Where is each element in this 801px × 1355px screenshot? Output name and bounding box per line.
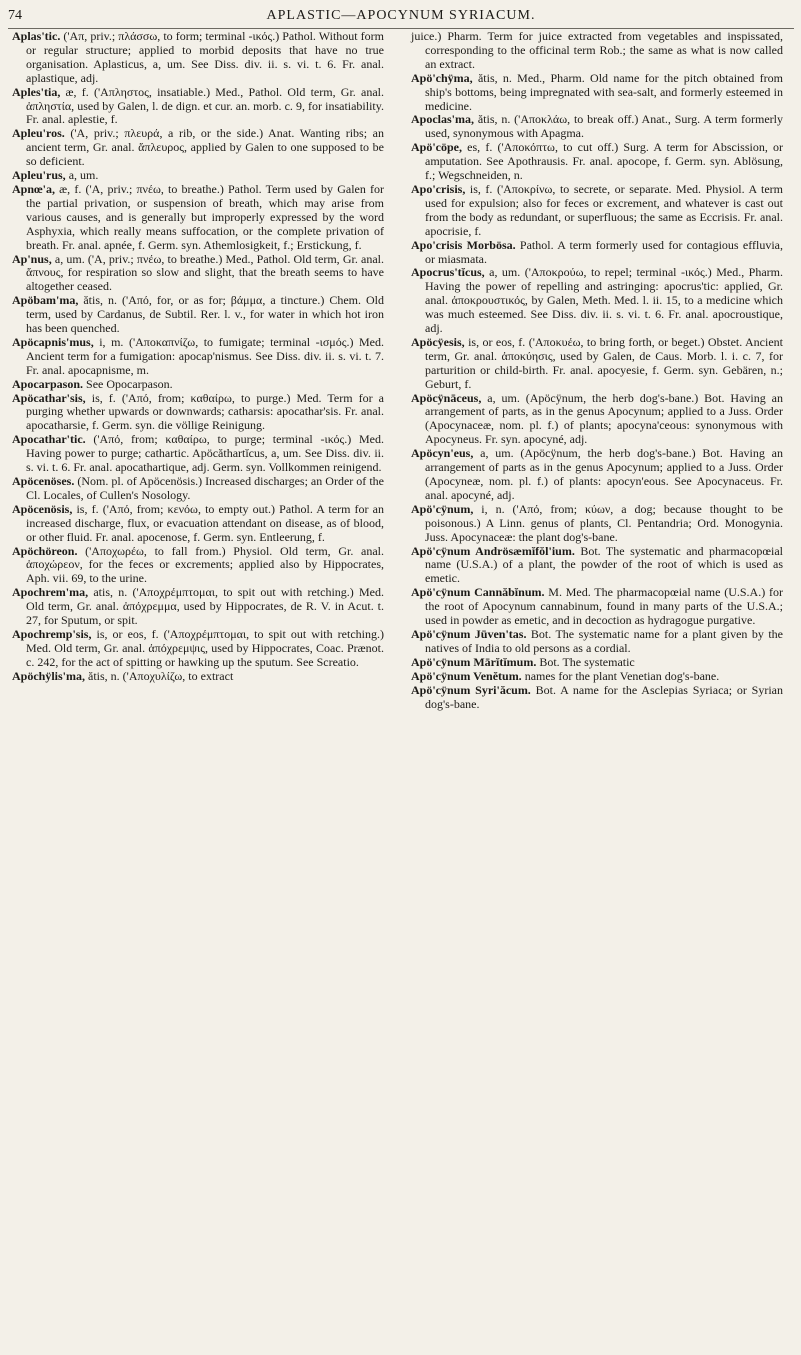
entry-headword: Apoclas'ma, (411, 112, 474, 127)
dictionary-entry (411, 503, 783, 545)
entry-headword: Apnœ'a, (12, 181, 56, 196)
entry-definition: a, um. (Apöcÿnum, the herb dog's-bane.) Bot. Having an arrangement of parts as in the genus Apocynum; applied to a Juss. Order (Apocyneæ, nom. pl. f.) of plants: apocyn'eous. See Apocynaceus. Fr. anal. apocyné, adj. (425, 446, 783, 502)
entry-definition: ('Aπό, from; καθαίρω, to purge; terminal -ικός.) Med. Having power to purge; cathartic. Apöcăthartĭcus, a, um. See Diss. div. ii. s. vi. t. 6. Fr. anal. apocathartique, adj. Germ. syn. Vollkommen reinigend. (26, 432, 384, 475)
entry-headword: Apöchÿlis'ma, (12, 668, 86, 683)
dictionary-entry (411, 447, 783, 503)
dictionary-entry (411, 586, 783, 628)
entry-definition: ('Aποχωρέω, to fall from.) Physiol. Old term, Gr. anal. ἀποχώρεον, for the feces or excrements; applied also by Hippocrates, Aph. vii. 69, to the urine. (26, 543, 384, 586)
dictionary-entry (12, 378, 384, 392)
entry-headword: Ap'nus, (12, 251, 52, 266)
dictionary-entry (12, 336, 384, 378)
entry-definition: atis, n. ('Aποχρέμπτομαι, to spit out with retching.) Med. Old term, Gr. anal. ἀπόχρεμμα, used by Hippocrates, de R. V. in Acut. t. 27, for Sputum, or spit. (26, 585, 384, 628)
entry-headword: Apö'cöpe, (411, 140, 462, 155)
dictionary-entry (411, 113, 783, 141)
entry-headword: Apöcenösis, (12, 501, 73, 516)
right-column (411, 30, 783, 711)
entry-headword: Apocathar'tic. (12, 432, 86, 447)
running-title: APLASTIC—APOCYNUM SYRIACUM. (266, 8, 536, 23)
entry-definition: is, f. ('Aπό, from; κενόω, to empty out.) Pathol. A term for an increased discharge, flux, or evacuation attendant on disease, as of blood, or other fluid. Fr. anal. apocenose, f. Germ. syn. Entleerung, f. (26, 501, 384, 544)
dictionary-entry (12, 86, 384, 128)
entry-definition: es, f. ('Aποκόπτω, to cut off.) Surg. A term for Abscission, or amputation. See Apothrausis. Fr. anal. apocope, f. Germ. syn. Ablösung, f.; Wegschneiden, n. (425, 140, 783, 183)
entry-definition: æ, f. ('A, priv.; πνέω, to breathe.) Pathol. Term used by Galen for the partial privation, or suspension of breath, which may arise from various causes, and is generally but improperly expressed by the word Asphyxia, which really means suffocation, or the complete privation of breath. Fr. anal. apnée, f. Germ. syn. Athemlosigkeit, f.; Erstickung, f. (26, 181, 384, 252)
entry-definition: is, or eos, f. ('Aποκυέω, to bring forth, or beget.) Obstet. Ancient term, Gr. anal. ἀποκύησις, used by Galen, de Caus. Morb. l. i. c. 7, for parturition or child-birth. Fr. anal. apocyesie, f. Germ. syn. Gebären, n.; Geburt, f. (425, 334, 783, 391)
entry-headword: Apö'cÿnum Venĕtum. (411, 668, 522, 683)
entry-headword: Apöchöreon. (12, 543, 78, 558)
dictionary-entry (411, 141, 783, 183)
entry-headword: Apo'crisis Morbösa. (411, 237, 516, 252)
entry-headword: Apö'cÿnum Jūven'tas. (411, 626, 527, 641)
entry-headword: Apöcÿesis, (411, 334, 465, 349)
dictionary-entry (12, 392, 384, 434)
entry-headword: Apocarpason. (12, 376, 84, 391)
dictionary-entry (12, 475, 384, 503)
entry-definition: is, or eos, f. ('Aποχρέμπτομαι, to spit out with retching.) Med. Old term, Gr. anal. ἀπόχρεμψις, used by Hippocrates, Coac. Prænot. c. 242, for the act of spitting or hawking up the sputum. See Screatio. (26, 626, 384, 669)
entry-definition: (Nom. pl. of Apöcenösis.) Increased discharges; an Order of the Cl. Locales, of Cullen's Nosology. (26, 474, 384, 502)
dictionary-entry (411, 266, 783, 336)
entry-definition: juice.) Pharm. Term for juice extracted from vegetables and inspissated, corresponding to the officinal term Rob.; the same as what is now called an extract. (411, 29, 783, 71)
dictionary-entry (411, 239, 783, 267)
dictionary-entry (12, 294, 384, 336)
dictionary-entry (12, 503, 384, 545)
entry-headword: Apö'cÿnum Mārĭtĭmum. (411, 654, 537, 669)
entry-definition: See Opocarpason. (83, 376, 173, 391)
entry-definition: ('A, priv.; πλευρά, a rib, or the side.) Anat. Wanting ribs; an ancient term, Gr. anal. ἄπλευρος, applied by Galen to one supposed to be so deficient. (26, 126, 384, 169)
entry-headword: Aples'tia, (12, 84, 61, 99)
entry-headword: Aplas'tic. (12, 29, 61, 43)
entry-definition: i, m. ('Aποκαπνίζω, to fumigate; terminal -ισμός.) Med. Ancient term for a fumigation: apocap'nismus. See Diss. div. ii. s. vi. t. 7. Fr. anal. apocapnisme, m. (26, 334, 384, 377)
entry-definition: Pathol. A term formerly used for contagious effluvia, or miasmata. (425, 237, 783, 266)
entry-definition: ătis, n. ('Aπό, for, or as for; βάμμα, a tincture.) Chem. Old term, used by Cardanus, de Subtil. Rer. l. v., for water in which hot iron has been quenched. (26, 293, 384, 336)
dictionary-entry (12, 586, 384, 628)
dictionary-entry (411, 656, 783, 670)
entry-headword: Apochremp'sis, (12, 626, 92, 641)
page-number: 74 (8, 8, 22, 23)
dictionary-entry (411, 336, 783, 392)
entry-definition: M. Med. The pharmacopœial name (U.S.A.) for the root of Apocynum cannabinum, found in many parts of the U.S.A.; used in powder as emetic, and in decoction as hydragogue purgative. (425, 585, 783, 628)
dictionary-entry (411, 30, 783, 72)
entry-headword: Apleu'rus, (12, 168, 66, 183)
entry-headword: Apö'cÿnum, (411, 501, 474, 516)
dictionary-entry (411, 72, 783, 114)
dictionary-entry (12, 545, 384, 587)
entry-definition: a, um. (Apöcÿnum, the herb dog's-bane.) Bot. Having an arrangement of parts, as in the genus Apocynum; applied to a Juss. Order (Apocynaceæ, nom. pl. f.) of plants; apocyna'ceous: synonymous with Apocyneus. Fr. syn. apocyné, adj. (425, 390, 783, 447)
entry-headword: Apöcyn'eus, (411, 446, 474, 461)
entry-definition: names for the plant Venetian dog's-bane. (521, 668, 720, 683)
dictionary-entry (12, 670, 384, 684)
dictionary-entry (411, 628, 783, 656)
page-header (8, 4, 794, 29)
entry-headword: Apö'cÿnum Syri'ăcum. (411, 682, 531, 697)
dictionary-entry (12, 183, 384, 253)
entry-headword: Apleu'ros. (12, 126, 65, 141)
entry-headword: Apöcÿnāceus, (411, 390, 482, 405)
entry-definition: Bot. The systematic and pharmacopœial name (U.S.A.) of a plant, the powder of the root of which is used as emetic. (425, 543, 783, 586)
entry-headword: Apö'chÿma, (411, 70, 473, 85)
entry-definition: ('Aπ, priv.; πλάσσω, to form; terminal -ικός.) Pathol. Without form or regular structure; applied to morbid deposits that have no true organisation. Aplasticus, a, um. See Diss. div. ii. s. vi. t. 6. Fr. anal. aplastique, adj. (26, 29, 384, 85)
entry-definition: is, f. ('Aπό, from; καθαίρω, to purge.) Med. Term for a purging whether upwards or downwards; catharsis: apocathar'sis. Fr. anal. apocatharsie, f. Germ. syn. die völlige Reinigung. (26, 390, 384, 433)
entry-definition: i, n. ('Aπό, from; κύων, a dog; because thought to be poisonous.) A Linn. genus of plants, Cl. Pentandria; Ord. Monogynia. Juss. Apocynaceæ: the plant dog's-bane. (425, 501, 783, 544)
entry-headword: Apöbam'ma, (12, 293, 79, 308)
dictionary-entry (411, 670, 783, 684)
entry-definition: ătis, n. Med., Pharm. Old name for the pitch obtained from ship's bottoms, being impregnated with sea-salt, and formerly esteemed in medicine. (425, 70, 783, 113)
entry-definition: Bot. The systematic name for a plant given by the natives of India to old persons as a cordial. (425, 626, 783, 655)
entry-definition: ătis, n. ('Aποκλάω, to break off.) Anat., Surg. A term formerly used, synonymous with Apagma. (425, 112, 783, 141)
entry-headword: Apo'crisis, (411, 181, 466, 196)
entry-headword: Apö'cÿnum Andrösæmĭfŏl'ium. (411, 543, 575, 558)
dictionary-entry (12, 30, 384, 86)
entry-headword: Apöcenöses. (12, 474, 75, 488)
entry-headword: Apochrem'ma, (12, 585, 89, 600)
entry-definition: æ, f. ('Aπληστος, insatiable.) Med., Pathol. Old term, Gr. anal. ἀπληστία, used by Galen, l. de dign. et cur. an. morb. c. 9, for insatiability. Fr. anal. aplestie, f. (26, 84, 384, 127)
dictionary-entry (411, 545, 783, 587)
entry-definition: a, um. ('Aποκρούω, to repel; terminal -ικός.) Med., Pharm. Having the power of repelling and astringing: apocrus'tic: applied, Gr. anal. ἀποκρουστικός, by Galen, Meth. Med. l. ii. 15, to a medicine which was much esteemed. See Diss. div. ii. s. vi. t. 6. Fr. anal. apocroustique, adj. (425, 265, 783, 336)
dictionary-entry (12, 253, 384, 295)
entry-definition: a, um. ('A, priv.; πνέω, to breathe.) Med., Pathol. Old term, Gr. anal. ἄπνους, for respiration so slow and slight, that the breath seems to have altogether ceased. (26, 251, 384, 294)
dictionary-entry (12, 628, 384, 670)
entry-definition: Bot. A name for the Asclepias Syriaca; or Syrian dog's-bane. (425, 682, 783, 711)
entry-headword: Apocrus'tĭcus, (411, 265, 485, 280)
entry-definition: ătis, n. ('Aποχυλίζω, to extract (85, 668, 234, 683)
entry-headword: Apöcathar'sis, (12, 390, 86, 405)
entry-definition: is, f. ('Aποκρίνω, to secrete, or separate. Med. Physiol. A term used for expulsion; also for feces or excrement, and whatever is cast out from the body as redundant, or superfluous; the same as Eccrisis. Fr. anal. apocrisie, f. (425, 181, 783, 238)
dictionary-entry (411, 392, 783, 448)
left-column (12, 30, 384, 684)
entry-definition: a, um. (65, 168, 99, 183)
dictionary-entry (12, 127, 384, 169)
entry-definition: Bot. The systematic (536, 654, 635, 669)
dictionary-entry (411, 183, 783, 239)
dictionary-entry (12, 433, 384, 475)
dictionary-entry (411, 684, 783, 712)
dictionary-entry (12, 169, 384, 183)
entry-headword: Apöcapnis'mus, (12, 334, 94, 349)
entry-headword: Apö'cÿnum Cannăbĭnum. (411, 585, 545, 600)
